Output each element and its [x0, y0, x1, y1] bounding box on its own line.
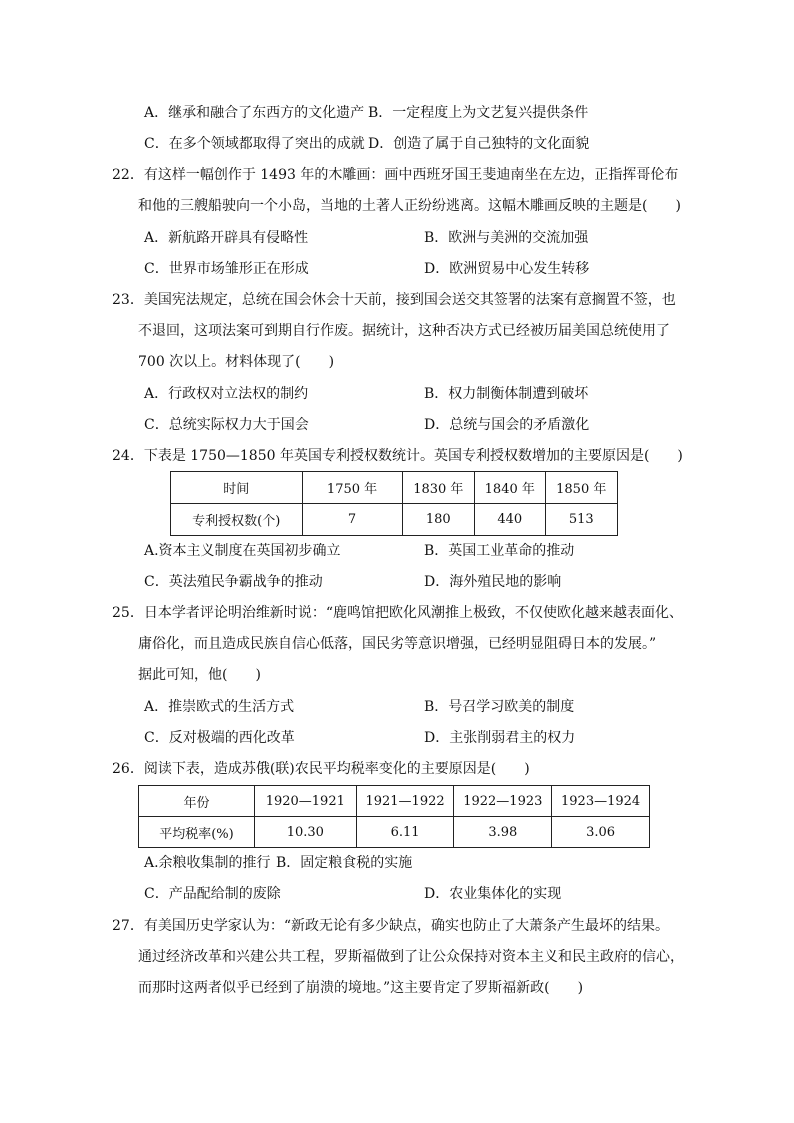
q22-option-d: D．欧洲贸易中心发生转移 — [424, 261, 590, 277]
q21-option-c: C．在多个领域都取得了突出的成就 — [144, 136, 365, 152]
q23-option-a: A．行政权对立法权的制约 — [144, 386, 309, 402]
table-row — [139, 817, 650, 848]
q25-stem-line-3: 据此可知，他( ) — [138, 667, 261, 683]
q26-option-c: C．产品配给制的废除 — [144, 886, 281, 902]
table-header-cell: 时间 — [171, 472, 303, 504]
table-header-cell: 1750 年 — [302, 472, 402, 504]
q21-option-b: B．一定程度上为文艺复兴提供条件 — [368, 105, 589, 121]
table-cell: 专利授权数(个) — [171, 504, 303, 536]
q27-stem-line-2: 通过经济改革和兴建公共工程，罗斯福做到了让公众保持对资本主义和民主政府的信心， — [138, 949, 684, 965]
table-header-cell: 1923—1924 — [552, 786, 650, 817]
q25-option-b: B．号召学习欧美的制度 — [424, 699, 575, 715]
table-cell: 7 — [302, 504, 402, 536]
q23-stem-line-3: 700 次以上。材料体现了( ) — [138, 354, 335, 370]
q22-stem-line-1: 22．有这样一幅创作于 1493 年的木雕画：画中西班牙国王斐迪南坐在左边，正指挥哥伦布 — [112, 167, 679, 183]
q25-option-c: C．反对极端的西化改革 — [144, 730, 295, 746]
table-cell: 3.06 — [552, 817, 650, 848]
q25-option-a: A．推崇欧式的生活方式 — [144, 699, 295, 715]
q26-option-a: A.余粮收集制的推行 — [144, 855, 271, 871]
q24-patent-table — [170, 471, 618, 536]
q24-option-a: A.资本主义制度在英国初步确立 — [144, 543, 341, 559]
q23-option-b: B．权力制衡体制遭到破坏 — [424, 386, 589, 402]
q25-stem-line-1: 25．日本学者评论明治维新时说：“鹿鸣馆把欧化风潮推上极致，不仅使欧化越来越表面化、 — [112, 605, 683, 621]
table-cell: 10.30 — [254, 817, 356, 848]
q24-option-b: B．英国工业革命的推动 — [424, 543, 575, 559]
q24-option-c: C．英法殖民争霸战争的推动 — [144, 574, 323, 590]
q26-tax-rate-table — [138, 785, 650, 848]
table-cell: 平均税率(%) — [139, 817, 255, 848]
table-header-cell: 1922—1923 — [454, 786, 552, 817]
q22-option-a: A．新航路开辟具有侵略性 — [144, 230, 309, 246]
q21-option-d: D．创造了属于自己独特的文化面貌 — [368, 136, 590, 152]
table-cell: 6.11 — [356, 817, 454, 848]
table-cell: 180 — [402, 504, 474, 536]
table-header-cell: 年份 — [139, 786, 255, 817]
q22-option-b: B．欧洲与美洲的交流加强 — [424, 230, 589, 246]
q26-option-b: B．固定粮食税的实施 — [276, 855, 413, 871]
q22-stem-line-2: 和他的三艘船驶向一个小岛，当地的土著人正纷纷逃离。这幅木雕画反映的主题是( ) — [138, 198, 681, 214]
table-row — [171, 504, 618, 536]
q24-option-d: D．海外殖民地的影响 — [424, 574, 562, 590]
table-header-cell: 1920—1921 — [254, 786, 356, 817]
table-header-cell: 1830 年 — [402, 472, 474, 504]
q25-option-d: D．主张削弱君主的权力 — [424, 730, 576, 746]
q23-option-c: C．总统实际权力大于国会 — [144, 417, 309, 433]
q27-stem-line-3: 而那时这两者似乎已经到了崩溃的境地。”这主要肯定了罗斯福新政( ) — [138, 980, 584, 996]
q23-stem-line-2: 不退回，这项法案可到期自行作废。据统计，这种否决方式已经被历届美国总统使用了 — [138, 323, 670, 339]
table-header-row — [139, 786, 650, 817]
table-cell: 440 — [475, 504, 545, 536]
table-header-cell: 1850 年 — [545, 472, 617, 504]
q22-option-c: C．世界市场雏形正在形成 — [144, 261, 309, 277]
q27-stem-line-1: 27．有美国历史学家认为：“新政无论有多少缺点，确实也防止了大萧条产生最坏的结果。 — [112, 918, 669, 934]
table-header-row — [171, 472, 618, 504]
q25-stem-line-2: 庸俗化，而且造成民族自信心低落，国民劣等意识增强，已经明显阻碍日本的发展。” — [138, 636, 657, 652]
table-header-cell: 1921—1922 — [356, 786, 454, 817]
table-cell: 513 — [545, 504, 617, 536]
q26-stem-line-1: 26．阅读下表，造成苏俄(联)农民平均税率变化的主要原因是( ) — [112, 761, 530, 777]
q21-option-a: A．继承和融合了东西方的文化遗产 — [144, 105, 365, 121]
q23-stem-line-1: 23．美国宪法规定，总统在国会休会十天前，接到国会送交其签署的法案有意搁置不签，也 — [112, 292, 676, 308]
q24-stem-line-1: 24．下表是 1750—1850 年英国专利授权数统计。英国专利授权数增加的主要原因是( ) — [112, 448, 683, 464]
table-cell: 3.98 — [454, 817, 552, 848]
q23-option-d: D．总统与国会的矛盾激化 — [424, 417, 590, 433]
q26-option-d: D．农业集体化的实现 — [424, 886, 562, 902]
table-header-cell: 1840 年 — [475, 472, 545, 504]
